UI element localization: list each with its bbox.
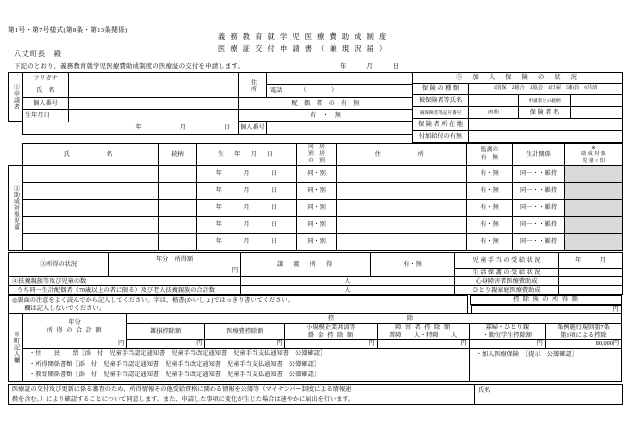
check-row-1[interactable]: ・所得関係書類［添 付 児童手当認定通知書 児童手当改定通知書 児童手当支払通知書 公簿確認］ (23, 360, 470, 371)
consent-signature[interactable]: 氏名 (475, 385, 623, 405)
child-name-input-3[interactable] (23, 217, 159, 234)
dependents-count[interactable]: 人 (241, 277, 455, 286)
child-livelihood-input-1[interactable]: 同一・・維持 (513, 183, 565, 200)
child-allowance-value[interactable]: 年 月 (559, 253, 623, 269)
col-residence-type: 同 居 別 居 の 別 (297, 144, 337, 166)
insured-name-label: 被保険者等氏名 (413, 95, 469, 107)
spouse-mynumber-label: 個人番号 (239, 122, 267, 135)
child-address-input-1[interactable] (337, 183, 467, 200)
child-livelihood-input-2[interactable]: 同一・・維持 (513, 200, 565, 217)
insured-name-input[interactable] (469, 95, 519, 107)
mynumber-label: 個人番号 (23, 98, 69, 110)
child-residence-input-3[interactable]: 同・別 (297, 217, 337, 234)
child-address-input-0[interactable] (337, 166, 467, 183)
child-birth-input-2[interactable]: 年 月 日 (197, 200, 297, 217)
relation-input[interactable] (571, 95, 623, 107)
birth-ymd[interactable]: 年 月 日 (23, 122, 239, 135)
disability-subsidy-label: 心身障害者医療費助成 (455, 277, 559, 286)
child-relation-input-0[interactable] (159, 166, 197, 183)
capital-gain-value[interactable]: 有・無 (371, 253, 455, 277)
children-header-spacer (9, 144, 23, 166)
children-section-label: ②助成対象児童 (9, 166, 23, 251)
child-name-input-0[interactable] (23, 166, 159, 183)
disability-subsidy-value[interactable] (559, 277, 623, 286)
welfare-label: 生 活 保 護 の 受 給 状 況 (455, 269, 559, 277)
applicant-table (8, 72, 413, 135)
spouse-mynumber-input[interactable] (267, 122, 413, 135)
child-birth-input-0[interactable]: 年 月 日 (197, 166, 297, 183)
child-residence-input-1[interactable]: 同・別 (297, 183, 337, 200)
child-custody-input-3[interactable]: 有・無 (467, 217, 513, 234)
applicant-section-label: ①申請者 (9, 73, 23, 122)
insurance-type-value[interactable]: 1国保 2組合 3協会 4日雇 5船員 6共済 (469, 84, 623, 95)
col-custody: 監護の 有 無 (467, 144, 513, 166)
child-name-input-1[interactable] (23, 183, 159, 200)
child-relation-input-4[interactable] (159, 234, 197, 251)
child-address-input-3[interactable] (337, 217, 467, 234)
welfare-value[interactable] (559, 269, 623, 277)
insured-number-label: 被保険者等記号番号 (413, 107, 469, 119)
insurance-type-label: 保 険 の 種 類 (413, 84, 469, 95)
child-allowance-label: 児 童 手 当 の 受 給 状 況 (455, 253, 559, 269)
insurer-name-input[interactable] (571, 107, 623, 119)
table-row (9, 166, 623, 183)
application-date: 年 月 日 (340, 63, 400, 70)
spouse-label: 配 偶 者 の 有 無 (239, 98, 413, 110)
deduction-col-0: 雑損控除額 (127, 324, 205, 340)
child-custody-input-2[interactable]: 有・無 (467, 200, 513, 217)
child-target-mark-0[interactable] (565, 166, 623, 183)
income-total-label: 年分 所 得 の 合 計 額 (23, 314, 127, 340)
child-birth-input-3[interactable]: 年 月 日 (197, 217, 297, 234)
furigana-input[interactable] (69, 73, 239, 85)
income-table (8, 252, 623, 295)
single-parent-subsidy-label: ひとり親家庭医療費助成 (455, 286, 559, 295)
child-custody-input-0[interactable]: 有・無 (467, 166, 513, 183)
child-custody-input-4[interactable]: 有・無 (467, 234, 513, 251)
child-residence-input-2[interactable]: 同・別 (297, 200, 337, 217)
child-address-input-4[interactable] (337, 234, 467, 251)
consent-table (8, 384, 623, 405)
deduction-value-1[interactable]: 円 (205, 340, 285, 349)
dependents-sub-count[interactable]: 人 (241, 286, 455, 295)
extra-benefit-label: 付加給付の有無 (413, 131, 469, 143)
dependents-label: ④扶養親族等及び児童の数 (9, 277, 241, 286)
after-deduction-value[interactable]: 円 (471, 305, 622, 314)
child-relation-input-3[interactable] (159, 217, 197, 234)
table-row (9, 234, 623, 251)
deduction-col-5: 条例施行規則第7条 第1項による控除 (545, 324, 621, 340)
birth-label: 生年月日 (23, 110, 69, 122)
address-input[interactable] (267, 73, 413, 85)
child-livelihood-input-3[interactable]: 同一・・維持 (513, 217, 565, 234)
lead-text: 下記のとおり、義務教育就学児医療費助成制度の医療証の交付を申請します。 (14, 63, 245, 70)
child-relation-input-2[interactable] (159, 200, 197, 217)
deduction-value-4[interactable]: 円 (469, 340, 545, 349)
deduction-value-5[interactable]: 80,000円 (545, 340, 621, 349)
table-row (9, 183, 623, 200)
note-line1: ◎裏面の注意をよく読んでから記入してください。字は、楷書(かいしょ)ではっきり書いてください。 (9, 296, 468, 305)
note-line2: 欄は記入しないでください。 (9, 305, 468, 314)
deduction-table (8, 313, 622, 382)
insurance-section-label: ⑤ 加 入 保 険 の 状 況 (413, 73, 623, 84)
capital-gain-label: 譲 渡 所 得 (241, 253, 371, 277)
single-parent-subsidy-value[interactable] (559, 286, 623, 295)
child-name-input-4[interactable] (23, 234, 159, 251)
form-title-line2: 医療証交付申請書（兼現況届） (218, 45, 392, 53)
child-name-input-2[interactable] (23, 200, 159, 217)
check-row-0[interactable]: ・住 民 票［添 付 児童手当認定通知書 児童手当改定通知書 児童手当支払通知書 公簿確認］ (23, 349, 470, 360)
col-target-mark: ※ 助 成 対 象 児 童 ○ 印 (565, 144, 623, 166)
table-row (9, 200, 623, 217)
relation-label: 申請者との続柄 (519, 95, 571, 107)
deduction-col-2: 小規模企業共済等 掛 金 控 除 額 (285, 324, 377, 340)
deduction-value-0[interactable]: 円 (127, 340, 205, 349)
name-input[interactable] (69, 85, 239, 98)
consent-line1: 医療証の交付及び更新に係る審査のため、所得情報その他受給資格に関わる情報を公簿等（マイナンバー制度による情報連 (9, 385, 475, 395)
consent-line2: 携を含む。）により確認することについて同意します。また、申請した事項に変化が生じた場合は速やかに届出を行います。 (9, 395, 475, 405)
child-birth-input-1[interactable]: 年 月 日 (197, 183, 297, 200)
table-row (9, 217, 623, 234)
extra-benefit-input[interactable] (469, 131, 623, 143)
col-birth: 生 年 月 日 (197, 144, 297, 166)
birth-input[interactable] (69, 110, 239, 122)
children-table (8, 143, 623, 251)
insurer-address-input[interactable] (469, 119, 623, 131)
form-number: 第1号・第7号様式(第8条・第13条関係) (8, 27, 128, 34)
note-box (8, 295, 468, 314)
child-address-input-2[interactable] (337, 200, 467, 217)
insurer-name-label: 保 険 者 名 (519, 107, 571, 119)
mynumber-input[interactable] (69, 98, 239, 110)
income-amount-field[interactable]: 年分 所得額 円 (109, 253, 241, 277)
spacer-cell (9, 122, 23, 135)
after-deduction-label: 控 除 後 の 所 得 額 (471, 296, 622, 305)
deduction-col-4: 寡婦・ひとり親 ・勤労学生控除額 (469, 324, 545, 340)
deduction-value-2[interactable]: 円 (285, 340, 377, 349)
insured-number-input[interactable]: (枝番) (469, 107, 519, 119)
deduction-group-label: 控 除 (127, 314, 622, 324)
insurance-table (412, 72, 623, 143)
name-label: 氏 名 (23, 85, 69, 98)
child-livelihood-input-4[interactable]: 同一・・維持 (513, 234, 565, 251)
income-total-value[interactable]: 円 (23, 340, 127, 349)
furigana-label: フリガナ (23, 73, 69, 85)
child-target-mark-4[interactable] (565, 234, 623, 251)
town-entry-label: ※町記入欄 (9, 314, 23, 382)
insurance-check-row[interactable]: ・加入医療保険 ［提示 公簿確認］ (469, 349, 621, 382)
child-custody-input-1[interactable]: 有・無 (467, 183, 513, 200)
deduction-col-1: 医療費控除額 (205, 324, 285, 340)
address-label: 住所 (239, 73, 267, 98)
spouse-value[interactable]: 有 ・ 無 (239, 110, 413, 122)
child-relation-input-1[interactable] (159, 183, 197, 200)
child-residence-input-4[interactable]: 同・別 (297, 234, 337, 251)
child-livelihood-input-0[interactable]: 同一・・維持 (513, 166, 565, 183)
check-row-2[interactable]: ・教育関係書類［添 付 児童手当認定通知書 児童手当改定通知書 児童手当支払通知書 公簿確認］ (23, 371, 470, 382)
col-address: 住 所 (337, 144, 467, 166)
child-residence-input-0[interactable]: 同・別 (297, 166, 337, 183)
addressee: 八丈町長 殿 (14, 50, 62, 58)
child-target-mark-1[interactable] (565, 183, 623, 200)
deduction-col-3: 障 害 者 控 除 額 普障 人・特障 人 (377, 324, 469, 340)
col-livelihood: 生計関係 (513, 144, 565, 166)
child-target-mark-2[interactable] (565, 200, 623, 217)
income-section-label: ③所得の状況 (9, 253, 109, 277)
form-title-line1: 義務教育就学児医療費助成制度 (218, 33, 392, 41)
col-relation: 続柄 (159, 144, 197, 166)
after-deduction-box (470, 295, 622, 314)
tel-field[interactable]: 電話 （ ） (267, 85, 413, 98)
child-birth-input-4[interactable]: 年 月 日 (197, 234, 297, 251)
insurer-address-label: 保 険 者 所 在 地 (413, 119, 469, 131)
col-name: 氏 名 (23, 144, 159, 166)
dependents-sub-label: うち同一生計配偶者（70歳以上の者に限る）及び老人扶養親族の合計数 (9, 286, 241, 295)
child-target-mark-3[interactable] (565, 217, 623, 234)
deduction-value-3[interactable]: 円 (377, 340, 469, 349)
